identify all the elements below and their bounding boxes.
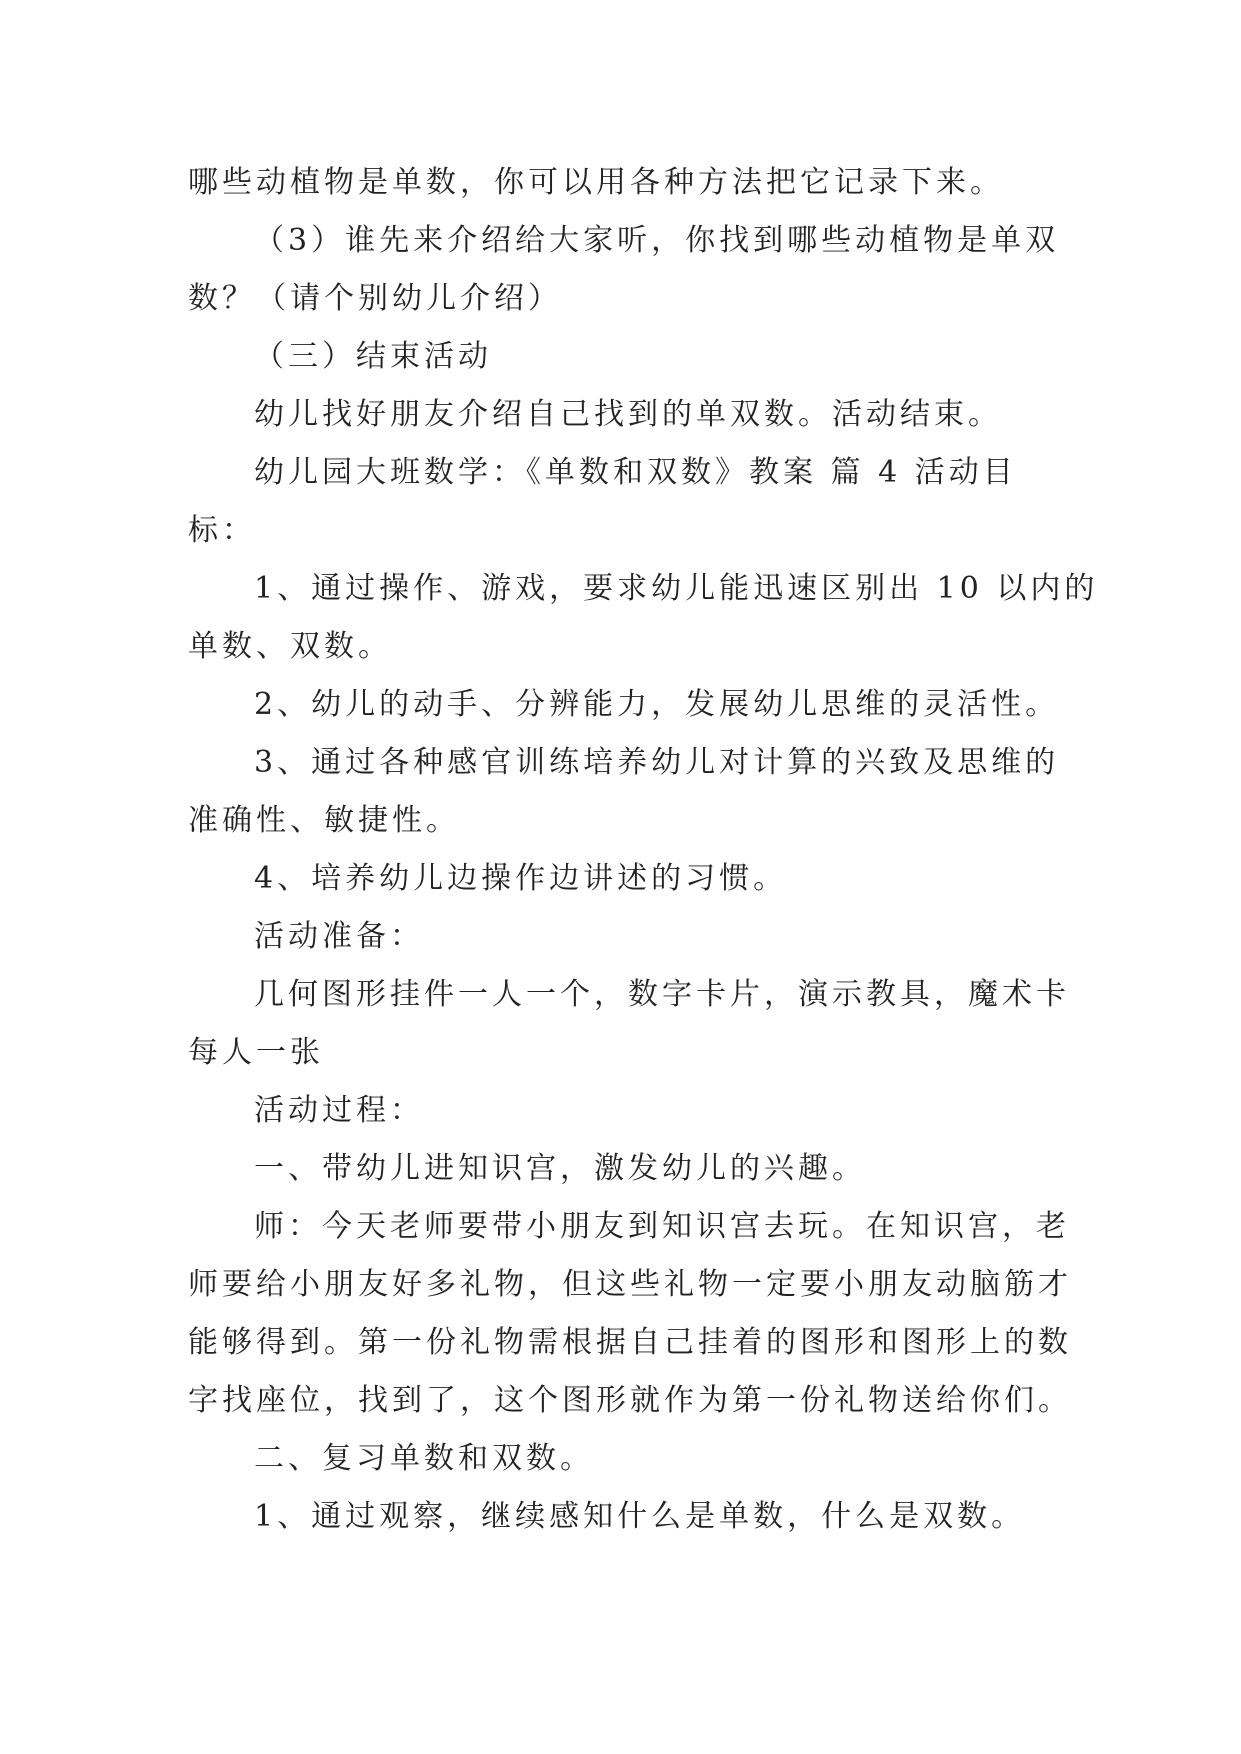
text-line: 3、通过各种感官训练培养幼儿对计算的兴致及思维的	[254, 745, 1060, 780]
text-line: 4、培养幼儿边操作边讲述的习惯。	[254, 861, 788, 896]
text-line: 2、幼儿的动手、分辨能力，发展幼儿思维的灵活性。	[254, 687, 1060, 722]
section-heading: （三）结束活动	[254, 339, 492, 374]
text-line: 1、通过观察，继续感知什么是单数，什么是双数。	[254, 1499, 1026, 1534]
text-line: 哪些动植物是单数，你可以用各种方法把它记录下来。	[188, 165, 1004, 200]
text-line: 幼儿园大班数学：《单数和双数》教案 篇 4 活动目	[254, 455, 1017, 490]
text-line: 标：	[188, 513, 256, 548]
text-line: 师要给小朋友好多礼物，但这些礼物一定要小朋友动脑筋才	[188, 1267, 1072, 1302]
text-line: 单数、双数。	[188, 629, 392, 664]
section-heading: 二、复习单数和双数。	[254, 1441, 594, 1476]
text-line: 幼儿找好朋友介绍自己找到的单双数。活动结束。	[254, 397, 1002, 432]
section-heading: 活动过程：	[254, 1093, 424, 1128]
text-line: 能够得到。第一份礼物需根据自己挂着的图形和图形上的数	[188, 1325, 1072, 1360]
section-heading: 活动准备：	[254, 919, 424, 954]
text-line: 数？（请个别幼儿介绍）	[188, 281, 562, 316]
text-line: 师：今天老师要带小朋友到知识宫去玩。在知识宫，老	[254, 1209, 1070, 1244]
text-line: 一、带幼儿进知识宫，激发幼儿的兴趣。	[254, 1151, 866, 1186]
text-line: 每人一张	[188, 1035, 324, 1070]
text-line: 几何图形挂件一人一个，数字卡片，演示教具，魔术卡	[254, 977, 1070, 1012]
text-line: 1、通过操作、游戏，要求幼儿能迅速区别出 10 以内的	[254, 571, 1099, 606]
text-line: 准确性、敏捷性。	[188, 803, 460, 838]
text-line: 字找座位，找到了，这个图形就作为第一份礼物送给你们。	[188, 1383, 1072, 1418]
text-line: （3）谁先来介绍给大家听，你找到哪些动植物是单双	[254, 223, 1060, 258]
